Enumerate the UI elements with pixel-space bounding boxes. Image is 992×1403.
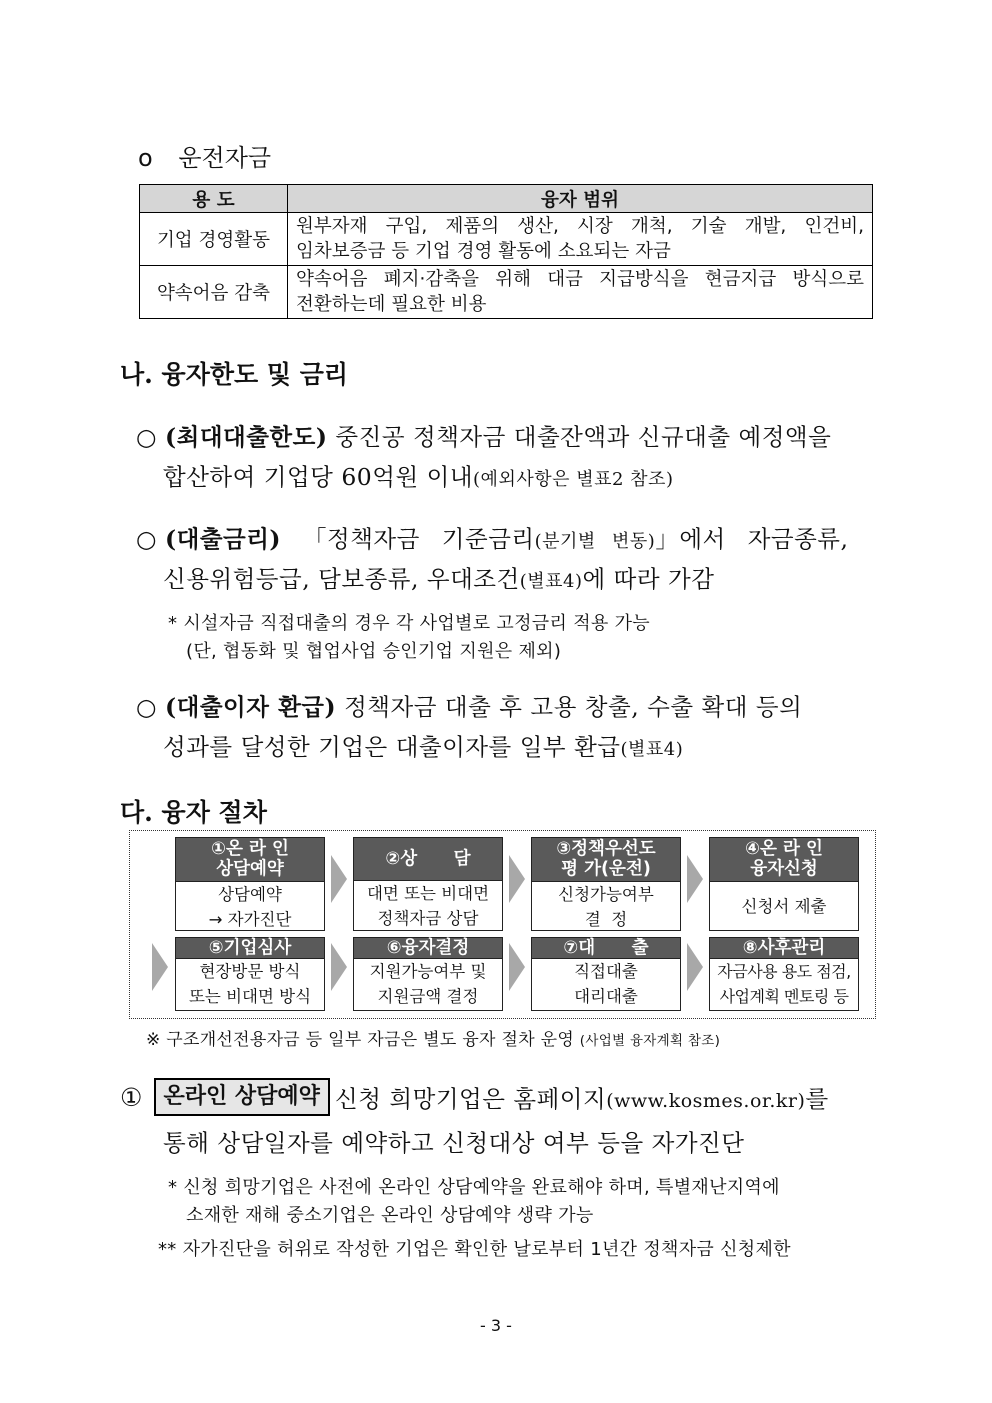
step-body: 신청서 제출 (741, 897, 827, 916)
step-body-line: → 자가진단 (208, 910, 292, 929)
item-text: 성과를 달성한 기업은 대출이자를 일부 환급 (163, 733, 621, 761)
step-body-line: 현장방문 방식 (199, 962, 301, 981)
arrow-icon (509, 855, 525, 903)
step-online-application (709, 837, 859, 931)
item-text: 「정책자금 기준금리 (281, 525, 535, 553)
rate-note: * 시설자금 직접대출의 경우 각 사업별로 고정금리 적용 가능 (168, 613, 650, 634)
item-small: (별표4) (620, 739, 684, 760)
max-loan-item (136, 418, 831, 452)
step-consultation (353, 837, 503, 931)
step-body (532, 959, 680, 1009)
footnote-small: (사업별 융자계획 참조) (579, 1033, 721, 1049)
online-booking-label: 온라인 상담예약 (154, 1078, 330, 1116)
step-head-line: 융자신청 (750, 859, 818, 879)
item-label: (최대대출한도) (165, 423, 328, 451)
online-booking-text (335, 1085, 829, 1113)
step-body-line: 자금사용 용도 점검, (717, 962, 851, 981)
bullet: ○ (136, 525, 158, 553)
step-head: ⑦대 출 (532, 938, 680, 959)
item-text: 중진공 정책자금 대출잔액과 신규대출 예정액을 (327, 423, 832, 451)
max-loan-line2 (163, 458, 673, 492)
interest-rate-line2 (163, 560, 714, 594)
bullet: ○ (136, 423, 158, 451)
self-diagnosis-note: ** 자가진단을 허위로 작성한 기업은 확인한 날로부터 1년간 정책자금 신청제한 (158, 1239, 791, 1260)
working-fund-title: 운전자금 (178, 144, 272, 172)
step-head-line: ①온 라 인 (211, 839, 289, 859)
bullet: ○ (136, 693, 158, 721)
item-text: 에 따라 가감 (582, 565, 715, 593)
scope-line: 약속어음 폐지·감축을 위해 대금 지급방식을 현금지급 방식으로 (296, 269, 864, 290)
section-da-title: 다. 융자 절차 (120, 798, 267, 827)
homepage-url: (www.kosmes.or.kr) (606, 1090, 806, 1112)
item-text: 를 (805, 1085, 829, 1113)
item-text: 」에서 자금종류, (655, 525, 849, 553)
item-text: 정책자금 대출 후 고용 창출, 수출 확대 등의 (336, 693, 803, 721)
step-body-line: 직접대출 (574, 962, 638, 981)
online-booking-line2: 통해 상담일자를 예약하고 신청대상 여부 등을 자가진단 (163, 1129, 745, 1157)
cell-scope (288, 213, 873, 266)
step-body-line: 지원금액 결정 (377, 987, 479, 1006)
table-header-row (140, 185, 873, 213)
step-body (710, 959, 858, 1009)
arrow-icon (687, 943, 703, 991)
step-post-management (709, 937, 859, 1011)
item-small: (예외사항은 별표2 참조) (473, 469, 674, 490)
arrow-icon (331, 943, 347, 991)
item-label: (대출이자 환급) (165, 693, 337, 721)
arrow-icon (152, 943, 168, 991)
step-company-review (175, 937, 325, 1011)
step-policy-evaluation (531, 837, 681, 931)
item-text: 신용위험등급, 담보종류, 우대조건 (163, 565, 520, 593)
step-body-line: 결 정 (584, 910, 628, 929)
step-number: ① (120, 1082, 143, 1112)
step-head: ⑥융자결정 (354, 938, 502, 959)
online-note: * 신청 희망기업은 사전에 온라인 상담예약을 완료해야 하며, 특별재난지역에 (168, 1177, 780, 1198)
header-scope: 융자 범위 (288, 185, 873, 213)
step-online-booking (175, 837, 325, 931)
step-head (176, 838, 324, 882)
interest-refund-line2 (163, 728, 683, 762)
step-body-line: 또는 비대면 방식 (188, 987, 312, 1006)
scope-line: 전환하는데 필요한 비용 (296, 294, 487, 315)
page-number: - 3 - (480, 1316, 512, 1335)
step-body (354, 959, 502, 1009)
scope-line: 원부자재 구입, 제품의 생산, 시장 개척, 기술 개발, 인건비, (296, 216, 864, 237)
item-small: (별표4) (519, 571, 583, 592)
step-head-line: ④온 라 인 (745, 839, 823, 859)
step-body-line: 사업계획 멘토링 등 (719, 987, 849, 1006)
cell-scope (288, 266, 873, 319)
interest-refund-item (136, 688, 802, 722)
step-head (710, 838, 858, 882)
arrow-icon (331, 855, 347, 903)
step-body-line: 대리대출 (574, 987, 638, 1006)
step-body (354, 881, 502, 931)
item-label: (대출금리) (165, 525, 282, 553)
step-body-line: 신청가능여부 (558, 885, 654, 904)
step-loan-decision (353, 937, 503, 1011)
step-head (532, 838, 680, 882)
rate-note-exception: (단, 협동화 및 협업사업 승인기업 지원은 제외) (186, 641, 562, 662)
step-body-line: 정책자금 상담 (377, 909, 479, 928)
procedure-footnote (146, 1025, 720, 1050)
interest-rate-item (136, 520, 848, 554)
item-text: 합산하여 기업당 60억원 이내 (163, 463, 474, 491)
header-use: 용 도 (140, 185, 288, 213)
online-note-cont: 소재한 재해 중소기업은 온라인 상담예약 생략 가능 (186, 1205, 594, 1226)
cell-use: 약속어음 감축 (140, 266, 288, 319)
step-body (176, 959, 324, 1009)
cell-use: 기업 경영활동 (140, 213, 288, 266)
step-head-line: ③정책우선도 (556, 839, 656, 859)
step-head-line: 평 가(운전) (561, 859, 651, 879)
working-fund-table (139, 184, 873, 319)
bullet: o (138, 144, 153, 172)
step-body-line: 상담예약 (218, 885, 282, 904)
footnote-text: ※ 구조개선전용자금 등 일부 자금은 별도 융자 절차 운영 (146, 1030, 575, 1050)
step-head: ⑤기업심사 (176, 938, 324, 959)
procedure-diagram (129, 830, 876, 1019)
step-body (532, 882, 680, 932)
step-body-line: 지원가능여부 및 (369, 962, 487, 981)
step-head-line: 상담예약 (216, 859, 284, 879)
table-row (140, 213, 873, 266)
table-row (140, 266, 873, 319)
arrow-icon (687, 855, 703, 903)
item-text: 신청 희망기업은 홈페이지 (335, 1085, 607, 1113)
scope-line: 임차보증금 등 기업 경영 활동에 소요되는 자금 (296, 241, 671, 262)
step-head: ⑧사후관리 (710, 938, 858, 959)
step-body (176, 882, 324, 932)
item-small: (분기별 변동) (534, 531, 656, 552)
working-fund-heading (138, 138, 271, 173)
section-na-title: 나. 융자한도 및 금리 (120, 360, 349, 389)
step-loan (531, 937, 681, 1011)
step-head: ②상 담 (354, 838, 502, 881)
online-booking-item (120, 1078, 829, 1116)
arrow-icon (509, 943, 525, 991)
step-body-line: 대면 또는 비대면 (366, 884, 490, 903)
